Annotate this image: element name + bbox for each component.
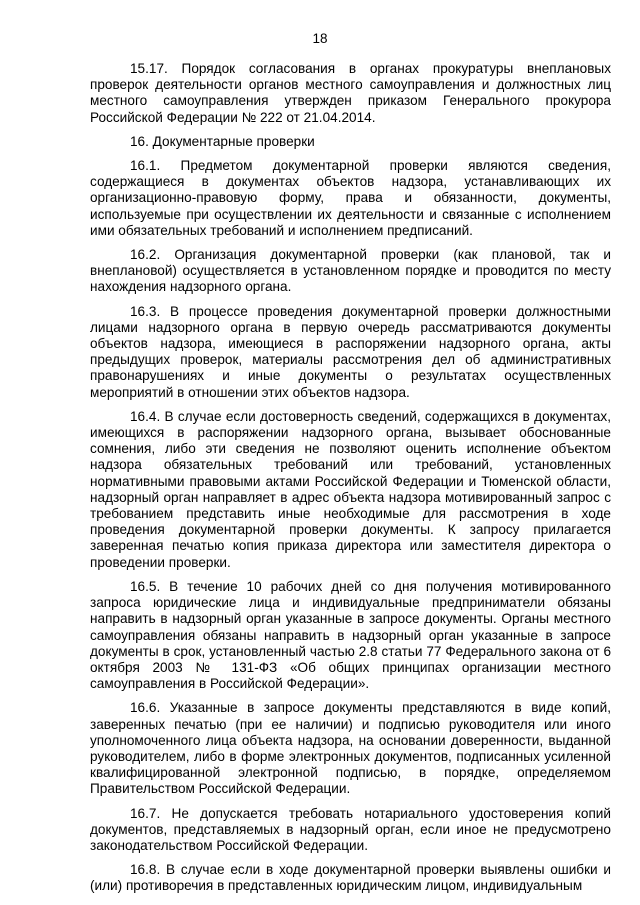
paragraph-16-3: 16.3. В процессе проведения документарной проверки должностными лицами надзорного органа в первую очередь рассматриваются документы объектов надзора, имеющиеся в распоряжении надзорного органа, акты предыдущих проверок, материалы рассмотрения дел об административных правонарушениях и иные документы о результатах осуществленных мероприятий в отношении этих объектов надзора. — [90, 303, 611, 400]
paragraph-16-8: 16.8. В случае если в ходе документарной проверки выявлены ошибки и (или) противоречия в представленных юридическим лицом, индивидуальным — [90, 862, 611, 894]
paragraph-16-6: 16.6. Указанные в запросе документы представляются в виде копий, заверенных печатью (при ее наличии) и подписью руководителя или иного уполномоченного лица объекта надзора, на основании доверенности, выданной руководителем, либо в форме электронных документов, подписанных усиленной квалифицированной электронной подписью, в порядке, определяемом Правительством Российской Федерации. — [90, 700, 611, 797]
document-body — [90, 61, 611, 903]
section-heading-16: 16. Документарные проверки — [130, 133, 315, 149]
paragraph-16-1: 16.1. Предметом документарной проверки являются сведения, содержащиеся в документах объектов надзора, устанавливающих их организационно-правовую форму, права и обязанности, документы, используемые при осуществлении их деятельности и связанные с исполнением ими обязательных требований и исполнением предписаний. — [90, 158, 611, 238]
paragraph-16-7: 16.7. Не допускается требовать нотариального удостоверения копий документов, представляемых в надзорный орган, если иное не предусмотрено законодательством Российской Федерации. — [90, 805, 611, 853]
paragraph-16-2: 16.2. Организация документарной проверки (как плановой, так и внеплановой) осуществляется в установленном порядке и проводится по месту нахождения надзорного органа. — [90, 247, 611, 295]
paragraph-15-17: 15.17. Порядок согласования в органах прокуратуры внеплановых проверок деятельности органов местного самоуправления и должностных лиц местного самоуправления утвержден приказом Генерального прокурора Российской Федерации № 222 от 21.04.2014. — [90, 61, 611, 125]
page-number: 18 — [312, 31, 328, 46]
paragraph-16-4: 16.4. В случае если достоверность сведений, содержащихся в документах, имеющихся в распоряжении надзорного органа, вызывает обоснованные сомнения, либо эти сведения не позволяют оценить исполнение объектом надзора обязательных требований или требований, установленных нормативными правовыми актами Российской Федерации и Тюменской области, надзорный орган направляет в адрес объекта надзора мотивированный запрос с требованием представить иные необходимые для рассмотрения в ходе проведения документарной проверки документы. К запросу прилагается заверенная печатью копия приказа директора или заместителя директора о проведении проверки. — [90, 408, 611, 570]
paragraph-16-5: 16.5. В течение 10 рабочих дней со дня получения мотивированного запроса юридические лица и индивидуальные предприниматели обязаны направить в надзорный орган указанные в запросе документы. Органы местного самоуправления обязаны направить в надзорный орган указанные в запросе документы в срок, установленный частью 2.8 статьи 77 Федерального закона от 6 октября 2003 № 131-ФЗ «Об общих принципах организации местного самоуправления в Российской Федерации». — [90, 578, 611, 692]
